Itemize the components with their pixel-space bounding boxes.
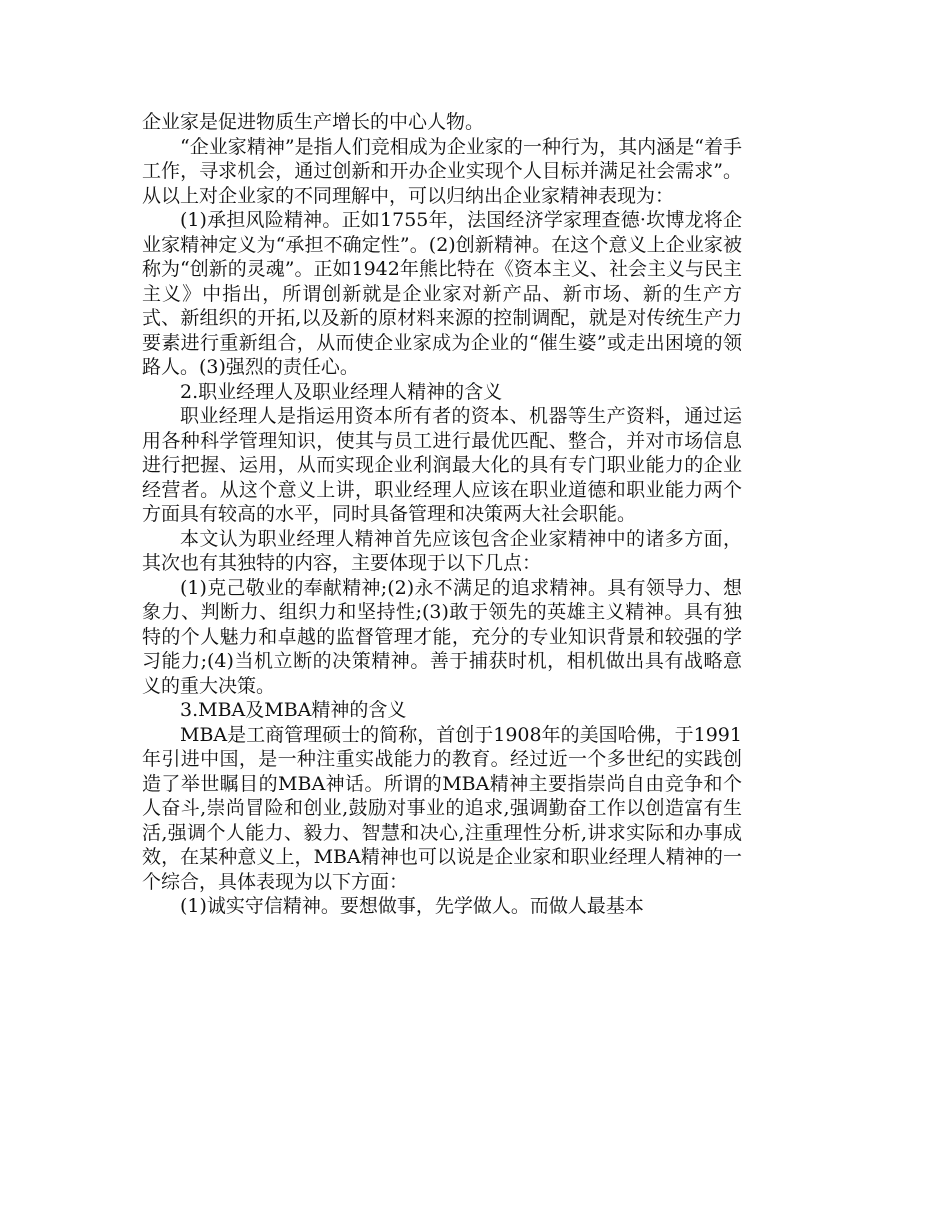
paragraph-entrepreneurship-traits: (1)承担风险精神。正如1755年，法国经济学家理查德·坎博龙将企业家精神定义为“承担不确定性”。(2)创新精神。在这个意义上企业家被称为“创新的灵魂”。正如1942年熊比特在《资本主义、社会主义与民主主义》中指出，所谓创新就是企业家对新产品、新市场、新的生产方式、新组织的开拓,以及新的原材料来源的控制调配，就是对传统生产力要素进行重新组合，从而使企业家成为企业的“催生婆”或走出困境的领路人。(3)强烈的责任心。: [142, 209, 742, 378]
section-heading-3: 3.MBA及MBA精神的含义: [180, 699, 407, 721]
paragraph-manager-spirit-points: (1)克己敬业的奉献精神;(2)永不满足的追求精神。具有领导力、想象力、判断力、组织力和坚持性;(3)敢于领先的英雄主义精神。具有独特的个人魅力和卓越的监督管理才能，充分的专业知识背景和较强的学习能力;(4)当机立断的决策精神。善于捕获时机，相机做出具有战略意义的重大决策。: [142, 576, 742, 697]
paragraph-1: 企业家是促进物质生产增长的中心人物。: [142, 111, 485, 133]
paragraph-mba-definition: MBA是工商管理硕士的简称，首创于1908年的美国哈佛，于1991年引进中国，是一种注重实战能力的教育。经过近一个多世纪的实践创造了举世瞩目的MBA神话。所谓的MBA精神主要指崇尚自由竞争和个人奋斗,崇尚冒险和创业,鼓励对事业的追求,强调勤奋工作以创造富有生活,强调个人能力、毅力、智慧和决心,注重理性分析,讲求实际和办事成效，在某种意义上，MBA精神也可以说是企业家和职业经理人精神的一个综合，具体表现为以下方面：: [142, 723, 742, 893]
paragraph-manager-spirit-intro: 本文认为职业经理人精神首先应该包含企业家精神中的诸多方面，其次也有其独特的内容，主要体现于以下几点：: [142, 527, 742, 574]
paragraph-mba-point-1: (1)诚实守信精神。要想做事，先学做人。而做人最基本: [180, 895, 644, 917]
paragraph-manager-definition: 职业经理人是指运用资本所有者的资本、机器等生产资料，通过运用各种科学管理知识，使其与员工进行最优匹配、整合，并对市场信息进行把握、运用，从而实现企业利润最大化的具有专门职业能力的企业经营者。从这个意义上讲，职业经理人应该在职业道德和职业能力两个方面具有较高的水平，同时具备管理和决策两大社会职能。: [142, 405, 742, 525]
section-heading-2: 2.职业经理人及职业经理人精神的含义: [180, 380, 503, 403]
paragraph-entrepreneurship-definition: “企业家精神”是指人们竞相成为企业家的一种行为，其内涵是“着手工作，寻求机会，通过创新和开办企业实现个人目标并满足社会需求”。从以上对企业家的不同理解中，可以归纳出企业家精神表现为：: [142, 135, 742, 207]
document-page: [142, 110, 742, 919]
